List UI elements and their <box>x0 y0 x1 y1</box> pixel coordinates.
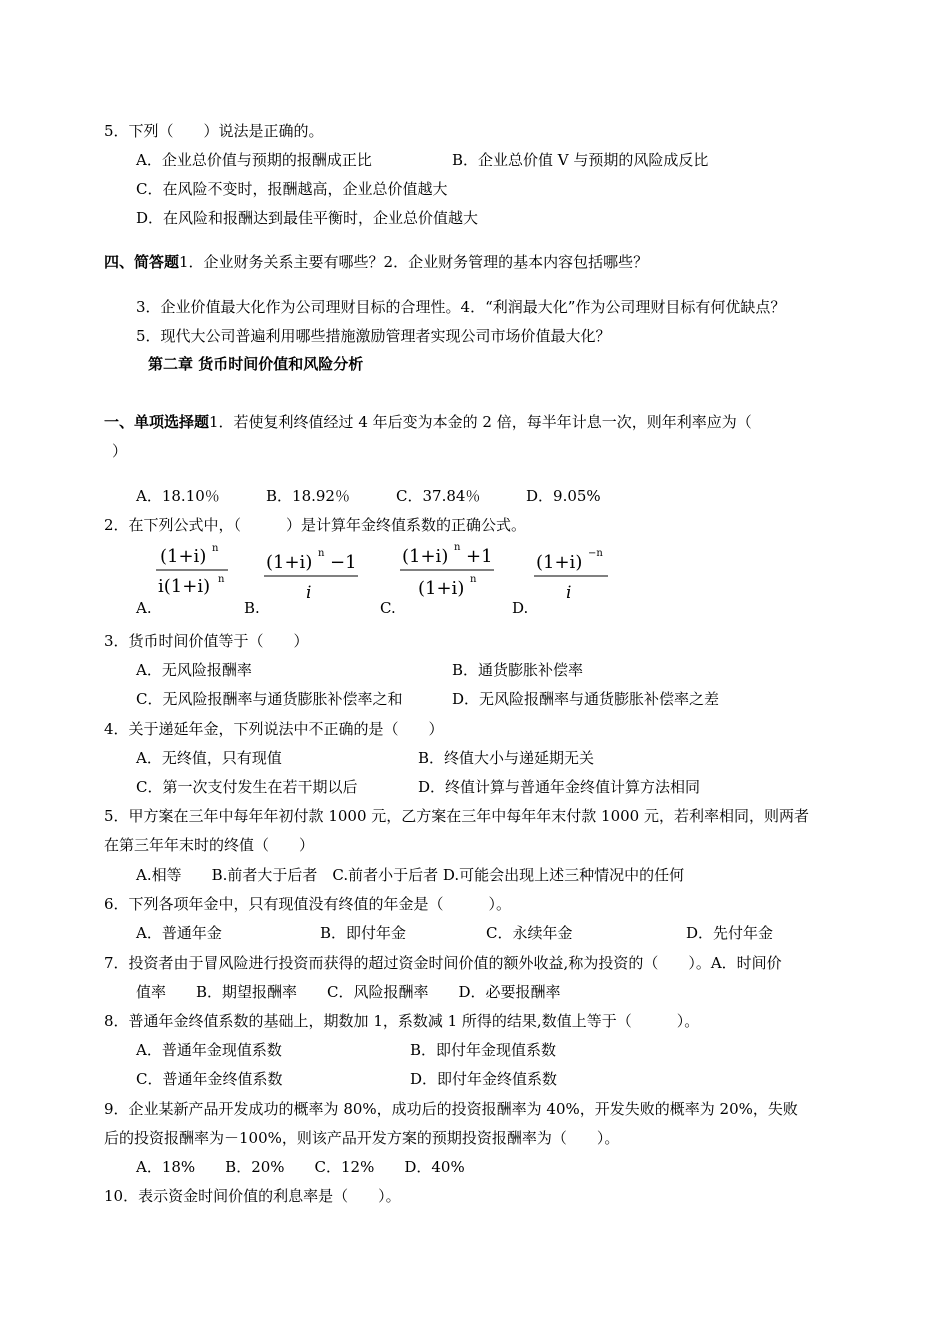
formula-b-exp: n <box>318 548 325 559</box>
q1-option-a: A．18.10％ <box>136 487 220 505</box>
chapter-title: 第二章 货币时间价值和风险分析 <box>148 355 364 373</box>
q6-option-a: A．普通年金 <box>136 924 222 942</box>
section4-line3: 5．现代大公司普遍利用哪些措施激励管理者实现公司市场价值最大化？ <box>136 327 611 345</box>
q2-label-d: D. <box>512 599 529 617</box>
q2-label-c: C. <box>380 599 396 617</box>
q5-stem: 5．下列（ ）说法是正确的。 <box>104 122 324 140</box>
q8-stem: 8．普通年金终值系数的基础上，期数加 1，系数减 1 所得的结果,数值上等于（ ）。 <box>104 1012 700 1030</box>
formula-a-denominator: i(1+i) <box>158 576 211 597</box>
q2-formula-d <box>532 542 612 606</box>
section4-line2: 3．企业价值最大化作为公司理财目标的合理性。4．“利润最大化”作为公司理财目标有何优缺点？ <box>136 298 786 316</box>
q6-option-c: C．永续年金 <box>486 924 573 942</box>
q1-stem: 1．若使复利终值经过 4 年后变为本金的 2 倍，每半年计息一次，则年利率应为（ <box>209 413 752 431</box>
q10-stem: 10．表示资金时间价值的利息率是（ ）。 <box>104 1187 401 1205</box>
section4-heading: 四、简答题 <box>104 253 180 271</box>
formula-d-base: (1+i) <box>536 552 583 573</box>
q8-option-c: C．普通年金终值系数 <box>136 1070 283 1088</box>
q3-option-c: C．无风险报酬率与通货膨胀补偿率之和 <box>136 690 403 708</box>
q3-option-a: A．无风险报酬率 <box>136 661 252 679</box>
q6-option-b: B．即付年金 <box>320 924 407 942</box>
q6-option-d: D．先付年金 <box>686 924 774 942</box>
q2-formula-a <box>152 540 232 604</box>
section4-q1-q2: 1．企业财务关系主要有哪些？2．企业财务管理的基本内容包括哪些？ <box>179 253 649 271</box>
section1-heading: 一、单项选择题 <box>104 413 210 431</box>
q4-option-c: C．第一次支付发生在若干期以后 <box>136 778 358 796</box>
formula-d-denominator: i <box>566 583 572 602</box>
q9-line1: 9．企业某新产品开发成功的概率为 80%，成功后的投资报酬率为 40%，开发失败的概率为 20%，失败 <box>104 1100 798 1118</box>
q2-label-a: A. <box>136 599 152 617</box>
section1-line1 <box>104 412 752 432</box>
formula-c-denominator: (1+i) <box>418 578 465 599</box>
q8-option-d: D．即付年金终值系数 <box>410 1070 558 1088</box>
q3-option-b: B．通货膨胀补偿率 <box>452 661 584 679</box>
q4-option-b: B．终值大小与递延期无关 <box>418 749 595 767</box>
formula-b-base: (1+i) <box>266 552 313 573</box>
q2-label-b: B. <box>244 599 260 617</box>
formula-c-plus-one: +1 <box>466 546 493 567</box>
q9-line2: 后的投资报酬率为－100%，则该产品开发方案的预期投资报酬率为（ ）。 <box>104 1129 620 1147</box>
q3-option-d: D．无风险报酬率与通货膨胀补偿率之差 <box>452 690 720 708</box>
q1-option-b: B．18.92％ <box>266 487 350 505</box>
formula-b-denominator: i <box>306 583 312 602</box>
q5-option-a: A．企业总价值与预期的报酬成正比 <box>136 151 372 169</box>
q5b-line1: 5．甲方案在三年中每年年初付款 1000 元，乙方案在三年中每年年末付款 1000 元，若利率相同，则两者 <box>104 807 809 825</box>
formula-a-numerator: (1+i) <box>160 546 207 567</box>
formula-c-exp: n <box>454 542 461 553</box>
formula-a-denominator-exp: n <box>218 574 225 585</box>
formula-d-exp: −n <box>588 548 603 559</box>
q2-formula-b <box>262 542 362 606</box>
q1-option-d: D．9.05% <box>526 487 601 505</box>
q4-option-a: A．无终值，只有现值 <box>136 749 282 767</box>
q2-stem: 2．在下列公式中，（ ）是计算年金终值系数的正确公式。 <box>104 516 527 534</box>
formula-c-denominator-exp: n <box>470 574 477 585</box>
q8-option-b: B．即付年金现值系数 <box>410 1041 557 1059</box>
q4-stem: 4．关于递延年金，下列说法中不正确的是（ ） <box>104 720 444 738</box>
section4-line1 <box>104 252 648 272</box>
formula-b-minus-one: −1 <box>330 552 357 573</box>
q5-option-d: D．在风险和报酬达到最佳平衡时，企业总价值越大 <box>136 209 479 227</box>
q8-option-a: A．普通年金现值系数 <box>136 1041 282 1059</box>
q7-line1: 7．投资者由于冒风险进行投资而获得的超过资金时间价值的额外收益,称为投资的（ ）。A．时间价 <box>104 954 782 972</box>
q2-formula-c <box>398 538 498 606</box>
q9-options: A．18% B．20% C．12% D．40% <box>136 1158 465 1176</box>
q5-option-c: C．在风险不变时，报酬越高，企业总价值越大 <box>136 180 448 198</box>
q5b-line2: 在第三年年末时的终值（ ） <box>104 836 315 854</box>
q6-stem: 6．下列各项年金中，只有现值没有终值的年金是（ ）。 <box>104 895 512 913</box>
q4-option-d: D．终值计算与普通年金终值计算方法相同 <box>418 778 701 796</box>
formula-a-numerator-exp: n <box>212 543 219 554</box>
formula-c-base: (1+i) <box>402 546 449 567</box>
q1-stem-close: ） <box>112 442 128 460</box>
q5-option-b: B．企业总价值 V 与预期的风险成反比 <box>452 151 709 169</box>
q1-option-c: C．37.84％ <box>396 487 481 505</box>
q3-stem: 3．货币时间价值等于（ ） <box>104 632 309 650</box>
q7-line2: 值率 B．期望报酬率 C．风险报酬率 D．必要报酬率 <box>136 983 561 1001</box>
q5b-options: A.相等 B.前者大于后者 C.前者小于后者 D.可能会出现上述三种情况中的任何 <box>136 866 685 884</box>
